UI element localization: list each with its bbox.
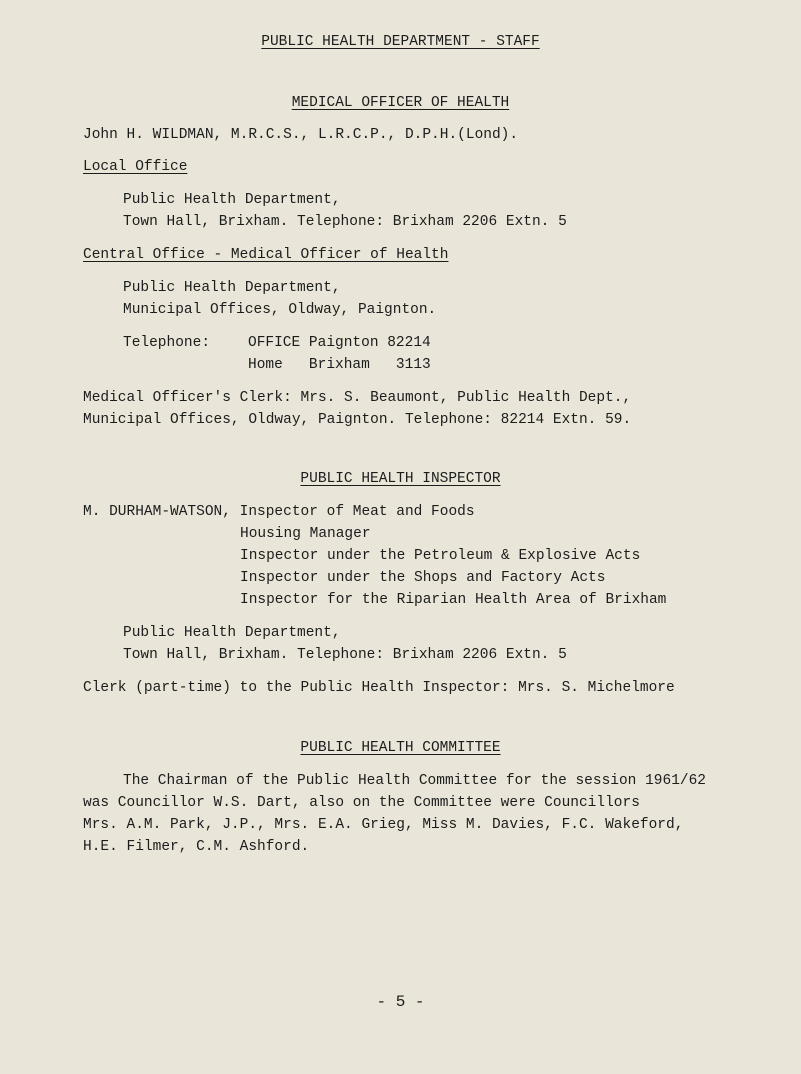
local-office-heading: Local Office: [83, 159, 188, 175]
phi-heading: PUBLIC HEALTH INSPECTOR: [300, 471, 501, 487]
central-office-line-2: Municipal Offices, Oldway, Paignton.: [123, 302, 437, 318]
phi-clerk-line: Clerk (part-time) to the Public Health Inspector: Mrs. S. Michelmore: [83, 680, 675, 696]
central-office-line-1: Public Health Department,: [123, 280, 341, 296]
moh-heading: MEDICAL OFFICER OF HEALTH: [291, 95, 510, 111]
moh-clerk-line-2: Municipal Offices, Oldway, Paignton. Telephone: 82214 Extn. 59.: [83, 412, 632, 428]
moh-name: John H. WILDMAN, M.R.C.S., L.R.C.P., D.P.H.(Lond).: [83, 127, 519, 143]
phi-address-line-2: Town Hall, Brixham. Telephone: Brixham 2206 Extn. 5: [123, 647, 567, 663]
committee-line-4: H.E. Filmer, C.M. Ashford.: [83, 839, 310, 855]
committee-line-1: The Chairman of the Public Health Committee for the session 1961/62: [123, 773, 706, 789]
central-office-heading: Central Office - Medical Officer of Health: [83, 247, 449, 263]
phi-role-1: Housing Manager: [240, 526, 371, 542]
committee-line-3: Mrs. A.M. Park, J.P., Mrs. E.A. Grieg, Miss M. Davies, F.C. Wakeford,: [83, 817, 684, 833]
committee-line-2: was Councillor W.S. Dart, also on the Committee were Councillors: [83, 795, 640, 811]
telephone-office: OFFICE Paignton 82214: [248, 335, 431, 351]
phi-address-line-1: Public Health Department,: [123, 625, 341, 641]
committee-heading: PUBLIC HEALTH COMMITTEE: [300, 740, 501, 756]
local-office-line-2: Town Hall, Brixham. Telephone: Brixham 2206 Extn. 5: [123, 214, 567, 230]
page-number: - 5 -: [376, 993, 425, 1011]
moh-clerk-line-1: Medical Officer's Clerk: Mrs. S. Beaumont, Public Health Dept.,: [83, 390, 632, 406]
phi-role-4: Inspector for the Riparian Health Area of Brixham: [240, 592, 667, 608]
telephone-home: Home Brixham 3113: [248, 357, 431, 373]
page-title: PUBLIC HEALTH DEPARTMENT - STAFF: [261, 34, 540, 50]
local-office-line-1: Public Health Department,: [123, 192, 341, 208]
phi-name-line: M. DURHAM-WATSON, Inspector of Meat and Foods: [83, 504, 475, 520]
phi-role-2: Inspector under the Petroleum & Explosive Acts: [240, 548, 641, 564]
phi-role-3: Inspector under the Shops and Factory Acts: [240, 570, 606, 586]
telephone-label: Telephone:: [123, 335, 211, 351]
